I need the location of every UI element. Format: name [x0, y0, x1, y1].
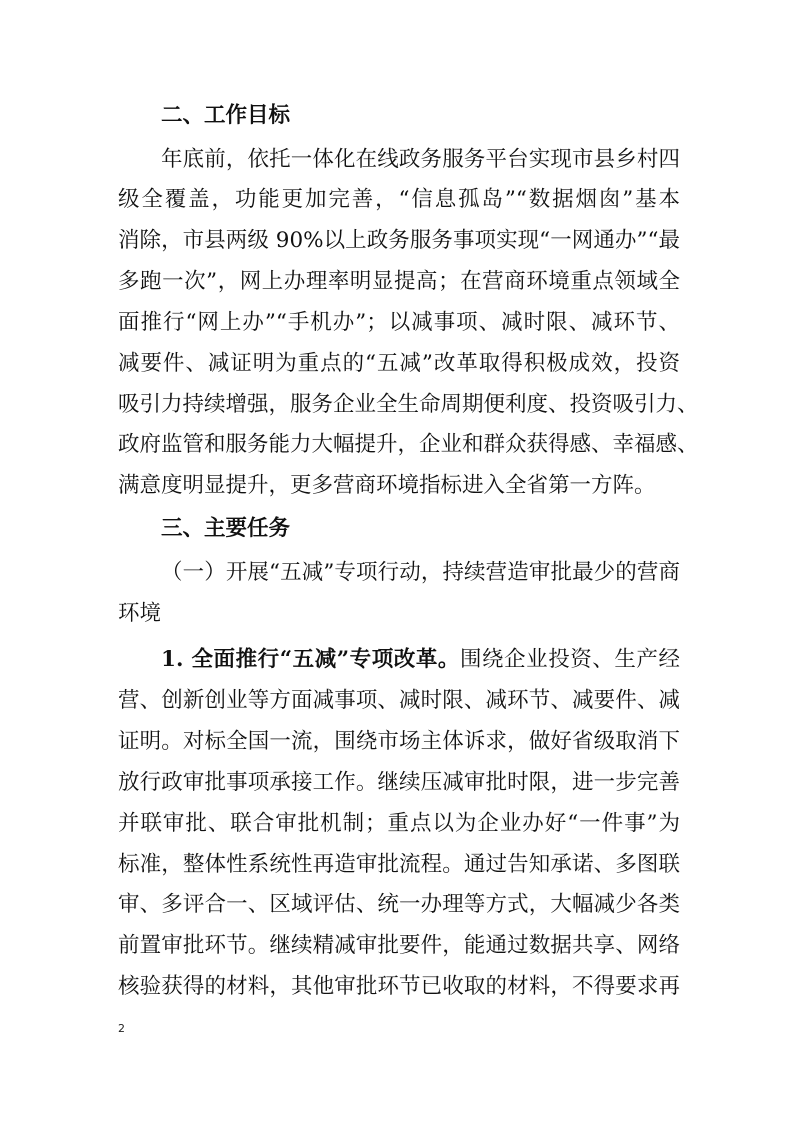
paragraph-line: 审、多评合一、区域评估、统一办理等方式，大幅减少各类	[118, 892, 680, 917]
paragraph-line: 减要件、减证明为重点的“五减”改革取得积极成效，投资	[118, 351, 680, 376]
page-number: 2	[118, 1022, 125, 1035]
subsection-heading: （一）开展“五减”专项行动，持续营造审批最少的营商	[161, 560, 680, 585]
paragraph-line: 标准，整体性系统性再造审批流程。通过告知承诺、多图联	[118, 852, 680, 877]
paragraph-line: 满意度明显提升，更多营商环境指标进入全省第一方阵。	[118, 473, 656, 498]
paragraph-line: 放行政审批事项承接工作。继续压减审批时限，进一步完善	[118, 770, 680, 795]
section-heading-work-goals: 二、工作目标	[161, 103, 291, 128]
item-title: 1. 全面推行“五减”专项改革。	[161, 647, 460, 672]
paragraph-line: 证明。对标全国一流，围绕市场主体诉求，做好省级取消下	[118, 729, 680, 754]
section-heading-main-tasks: 三、主要任务	[161, 516, 291, 541]
paragraph-line: 政府监管和服务能力大幅提升，企业和群众获得感、幸福感、	[118, 432, 699, 457]
paragraph-line: 营、创新创业等方面减事项、减时限、减环节、减要件、减	[118, 688, 680, 713]
paragraph-line: 前置审批环节。继续精减审批要件，能通过数据共享、网络	[118, 933, 680, 958]
item-first-line	[118, 643, 680, 677]
paragraph-line: 面推行“网上办”“手机办”；以减事项、减时限、减环节、	[118, 310, 680, 335]
paragraph-line: 消除，市县两级 90%以上政务服务事项实现“一网通办”“最	[118, 228, 680, 253]
paragraph-line: 级全覆盖，功能更加完善，“信息孤岛”“数据烟囱”基本	[118, 187, 680, 212]
item-text: 围绕企业投资、生产经	[459, 647, 680, 672]
subsection-heading: 环境	[118, 601, 162, 626]
paragraph-line: 多跑一次”，网上办理率明显提高；在营商环境重点领域全	[118, 269, 680, 294]
paragraph-line: 并联审批、联合审批机制；重点以为企业办好“一件事”为	[118, 811, 680, 836]
paragraph-line: 吸引力持续增强，服务企业全生命周期便利度、投资吸引力、	[118, 392, 699, 417]
paragraph-line: 年底前，依托一体化在线政务服务平台实现市县乡村四	[161, 147, 680, 172]
paragraph-line: 核验获得的材料，其他审批环节已收取的材料，不得要求再	[118, 974, 680, 999]
